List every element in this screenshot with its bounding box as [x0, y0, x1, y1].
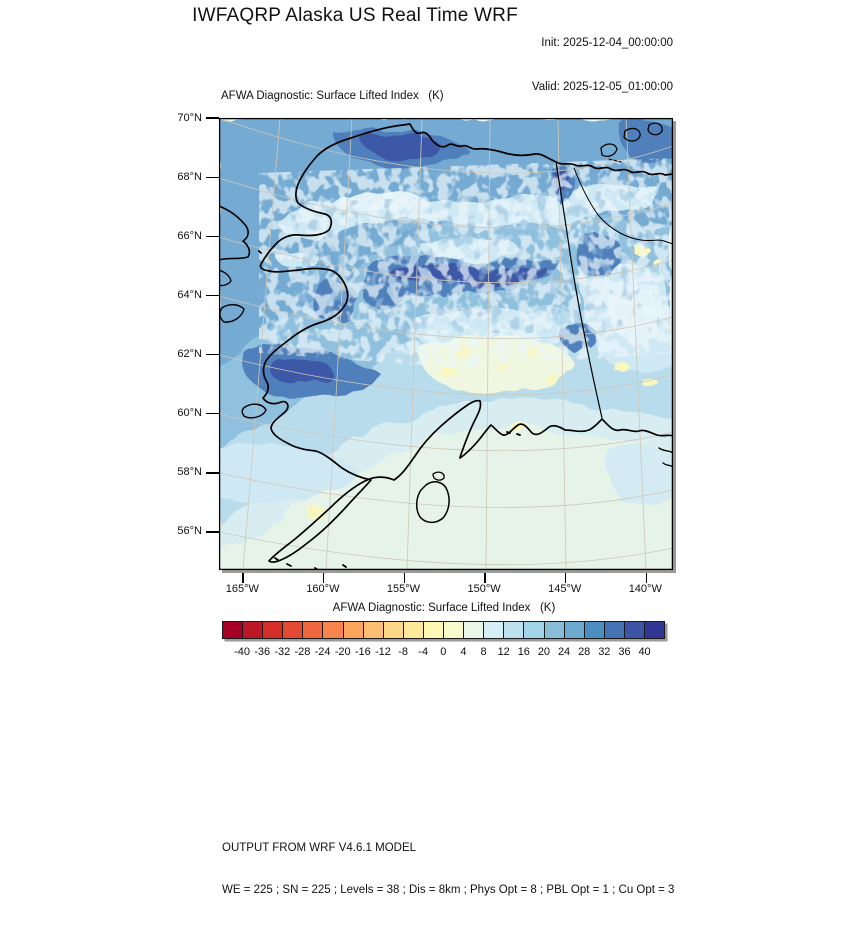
colorbar-tick-label: 20 [537, 646, 551, 658]
colorbar-tick-label: -20 [334, 646, 351, 658]
colorbar-cell [283, 622, 303, 638]
page-title: IWFAQRP Alaska US Real Time WRF [192, 5, 518, 26]
lon-tick-label: 140°W [628, 583, 662, 595]
colorbar-cell [464, 622, 484, 638]
colorbar-tick-label: 28 [578, 646, 591, 658]
colorbar-tick-label: -16 [354, 646, 371, 658]
colorbar-title: AFWA Diagnostic: Surface Lifted Index (K) [332, 602, 556, 614]
lat-tick-label: 60°N [177, 407, 202, 420]
lat-tick [206, 413, 219, 414]
lat-tick-label: 64°N [177, 288, 202, 301]
colorbar-tick-label: -24 [314, 646, 331, 658]
lat-tick [206, 117, 219, 118]
colorbar-cell [444, 622, 464, 638]
colorbar-cell [243, 622, 263, 638]
colorbar-tick-label: -28 [294, 646, 311, 658]
lat-tick-label: 70°N [177, 111, 202, 124]
colorbar-cell [223, 622, 243, 638]
colorbar-cell [424, 622, 444, 638]
lon-axis-labels [202, 583, 686, 595]
colorbar-cell [585, 622, 605, 638]
colorbar-cell [605, 622, 625, 638]
lon-tick-label: 165°W [225, 583, 259, 595]
lat-axis-labels [144, 88, 202, 562]
colorbar-cell [323, 622, 343, 638]
colorbar-tick-label: -8 [398, 646, 408, 658]
colorbar-tick-label: -40 [234, 646, 251, 658]
colorbar-cell [303, 622, 323, 638]
colorbar-tick-label: 32 [598, 646, 611, 658]
colorbar-tick-label: 4 [460, 646, 467, 658]
lat-tick-label: 58°N [177, 466, 202, 479]
lat-tick [206, 472, 219, 473]
colorbar-cell [504, 622, 524, 638]
footer [222, 813, 674, 925]
colorbar-tick-label: -32 [274, 646, 291, 658]
lat-tick-label: 62°N [177, 348, 202, 361]
lat-tick [206, 531, 219, 532]
colorbar-cell [263, 622, 283, 638]
lon-tick [565, 570, 566, 583]
lon-tick [484, 570, 485, 583]
lat-tick [206, 177, 219, 178]
colorbar-tick-label: -12 [374, 646, 391, 658]
colorbar-tick-label: 8 [480, 646, 487, 658]
footer-line1: OUTPUT FROM WRF V4.6.1 MODEL [222, 842, 417, 854]
colorbar-cell [645, 622, 664, 638]
map-canvas [219, 118, 673, 570]
colorbar-cell [545, 622, 565, 638]
colorbar-cell [344, 622, 364, 638]
lon-tick [404, 570, 405, 583]
run-info [532, 7, 673, 123]
lon-tick-label: 155°W [386, 583, 421, 595]
lat-tick [206, 236, 219, 237]
lon-tick-label: 160°W [306, 583, 340, 595]
colorbar-tick-label: -36 [254, 646, 271, 658]
lon-tick [646, 570, 647, 583]
lon-tick [323, 570, 324, 583]
alaska-map-image [219, 118, 673, 570]
map-title: AFWA Diagnostic: Surface Lifted Index (K) [221, 90, 444, 102]
lat-tick-label: 66°N [177, 229, 202, 242]
colorbar-tick-label: 24 [557, 646, 571, 658]
colorbar [222, 621, 665, 639]
colorbar-tick-labels [232, 646, 655, 658]
lat-tick-label: 56°N [177, 525, 202, 538]
footer-line2: WE = 225 ; SN = 225 ; Levels = 38 ; Dis = 8km ; Phys Opt = 8 ; PBL Opt = 1 ; Cu Opt = 3 [222, 884, 675, 896]
colorbar-cell [484, 622, 504, 638]
lat-tick [206, 295, 219, 296]
colorbar-tick-label: 40 [638, 646, 651, 658]
colorbar-cell [364, 622, 384, 638]
colorbar-cell [524, 622, 544, 638]
colorbar-tick-label: 12 [497, 646, 510, 658]
colorbar-tick-label: 16 [517, 646, 530, 658]
colorbar-tick-label: 36 [618, 646, 631, 658]
colorbar-cell [384, 622, 404, 638]
lon-tick-label: 145°W [548, 583, 582, 595]
valid-time: Valid: 2025-12-05_01:00:00 [531, 80, 673, 93]
lat-tick [206, 354, 219, 355]
lon-tick [242, 570, 243, 583]
colorbar-tick-label: 0 [440, 646, 447, 658]
colorbar-cell [565, 622, 585, 638]
colorbar-cell [625, 622, 645, 638]
lat-tick-label: 68°N [177, 170, 202, 183]
lon-tick-label: 150°W [467, 583, 501, 595]
init-time: Init: 2025-12-04_00:00:00 [541, 37, 673, 49]
colorbar-cell [404, 622, 424, 638]
colorbar-tick-label: -4 [418, 646, 429, 658]
